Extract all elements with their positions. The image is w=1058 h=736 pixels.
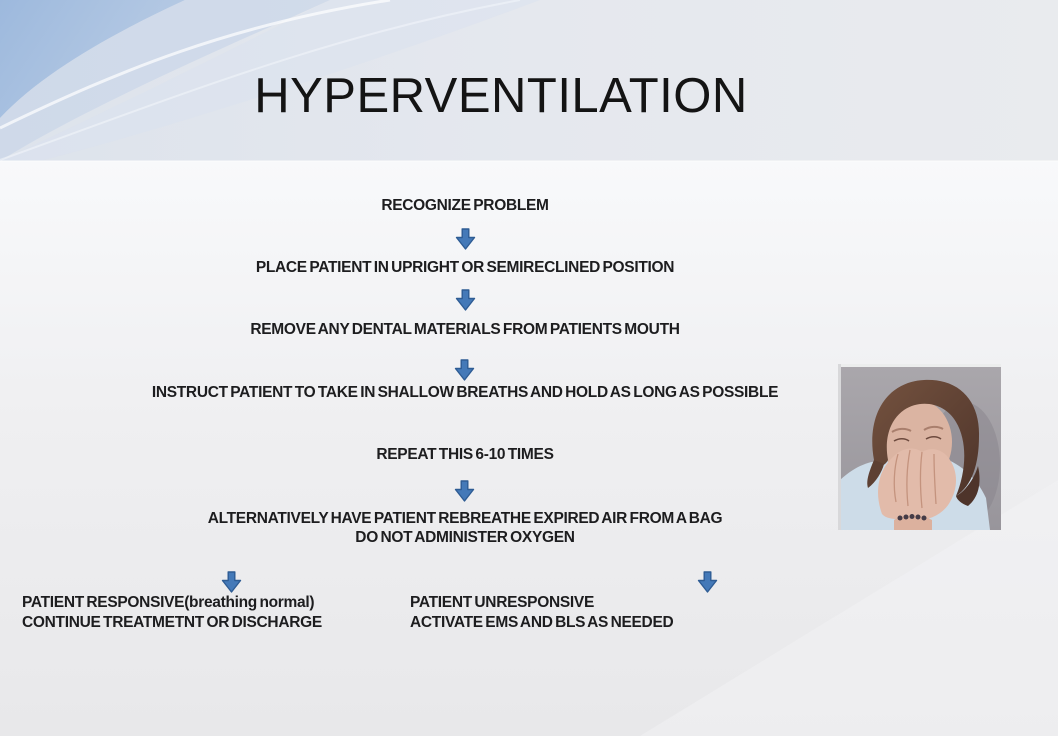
down-arrow-icon [697,571,718,593]
slide-title: HYPERVENTILATION [254,68,748,123]
down-arrow-icon [454,359,475,381]
down-arrow-icon [455,228,476,250]
outcome-responsive-line2: CONTINUE TREATMETNT OR DISCHARGE [22,614,322,631]
down-arrow-icon [455,289,476,311]
flow-step-rebreathe-line1: ALTERNATIVELY HAVE PATIENT REBREATHE EXPIRED AIR FROM A BAG [207,510,723,527]
flow-step-remove-materials: REMOVE ANY DENTAL MATERIALS FROM PATIENTS MOUTH [250,321,680,338]
down-arrow-icon [454,480,475,502]
flow-step-position: PLACE PATIENT IN UPRIGHT OR SEMIRECLINED POSITION [255,259,675,276]
down-arrow-icon [221,571,242,593]
outcome-unresponsive-line2: ACTIVATE EMS AND BLS AS NEEDED [410,614,674,631]
outcome-unresponsive [410,593,673,633]
outcome-responsive-line1: PATIENT RESPONSIVE(breathing normal) [22,594,315,611]
outcome-responsive [22,593,322,633]
flow-step-rebreathe-line2: DO NOT ADMINISTER OXYGEN [355,528,575,546]
flow-step-rebreathe [0,510,930,547]
outcome-unresponsive-line1: PATIENT UNRESPONSIVE [410,594,594,611]
flow-step-repeat: REPEAT THIS 6-10 TIMES [376,446,554,463]
flow-step-shallow-breaths: INSTRUCT PATIENT TO TAKE IN SHALLOW BREATHS AND HOLD AS LONG AS POSSIBLE [151,384,779,401]
patient-photo [838,364,1001,530]
flow-step-recognize: RECOGNIZE PROBLEM [381,197,549,214]
